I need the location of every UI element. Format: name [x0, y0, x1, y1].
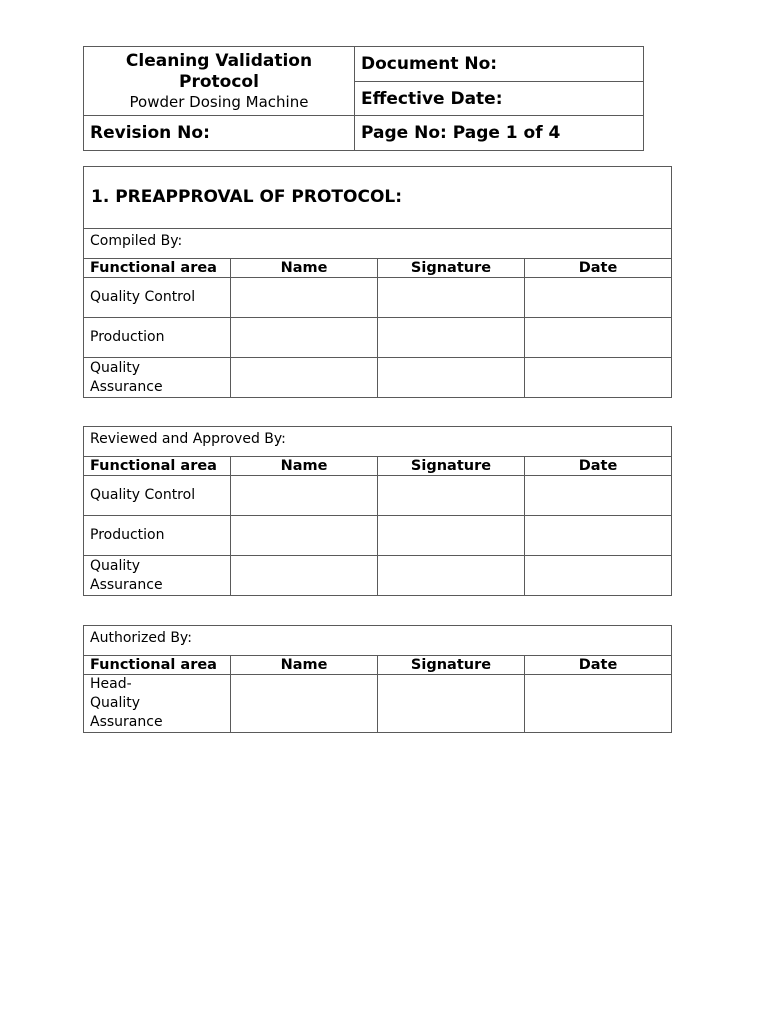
functional-area-cell: Quality Control	[84, 476, 231, 516]
table-row	[84, 278, 672, 318]
effective-date-label: Effective Date:	[355, 82, 644, 116]
name-cell[interactable]	[231, 278, 378, 318]
column-header-functional-area: Functional area	[84, 656, 231, 675]
name-cell[interactable]	[231, 318, 378, 358]
authorized-by-label: Authorized By:	[84, 626, 672, 656]
name-cell[interactable]	[231, 675, 378, 733]
table-row	[84, 358, 672, 398]
date-cell[interactable]	[525, 358, 672, 398]
revision-no-label: Revision No:	[84, 116, 355, 151]
column-header-name: Name	[231, 457, 378, 476]
date-cell[interactable]	[525, 318, 672, 358]
column-header-functional-area: Functional area	[84, 457, 231, 476]
title-cell	[84, 47, 355, 116]
signature-cell[interactable]	[378, 318, 525, 358]
column-header-signature: Signature	[378, 457, 525, 476]
column-header-signature: Signature	[378, 259, 525, 278]
reviewed-by-label: Reviewed and Approved By:	[84, 427, 672, 457]
date-cell[interactable]	[525, 278, 672, 318]
column-header-signature: Signature	[378, 656, 525, 675]
signature-cell[interactable]	[378, 516, 525, 556]
date-cell[interactable]	[525, 516, 672, 556]
page-no-label: Page No: Page 1 of 4	[355, 116, 644, 151]
document-no-label: Document No:	[355, 47, 644, 82]
date-cell[interactable]	[525, 556, 672, 596]
column-header-date: Date	[525, 656, 672, 675]
date-cell[interactable]	[525, 476, 672, 516]
date-cell[interactable]	[525, 675, 672, 733]
name-cell[interactable]	[231, 358, 378, 398]
table-row	[84, 675, 672, 733]
functional-area-cell: Production	[84, 318, 231, 358]
authorized-by-table	[83, 625, 672, 733]
functional-area-cell: Head- Quality Assurance	[84, 675, 231, 733]
name-cell[interactable]	[231, 556, 378, 596]
document-subtitle: Powder Dosing Machine	[129, 93, 309, 111]
column-header-functional-area: Functional area	[84, 259, 231, 278]
functional-area-cell: Quality Assurance	[84, 556, 231, 596]
column-header-date: Date	[525, 457, 672, 476]
functional-area-cell: Quality Control	[84, 278, 231, 318]
reviewed-approved-table	[83, 426, 672, 596]
table-row	[84, 556, 672, 596]
signature-cell[interactable]	[378, 556, 525, 596]
signature-cell[interactable]	[378, 278, 525, 318]
name-cell[interactable]	[231, 476, 378, 516]
signature-cell[interactable]	[378, 358, 525, 398]
compiled-by-table	[83, 166, 672, 398]
table-row	[84, 476, 672, 516]
signature-cell[interactable]	[378, 476, 525, 516]
functional-area-cell: Quality Assurance	[84, 358, 231, 398]
table-row	[84, 318, 672, 358]
column-header-name: Name	[231, 656, 378, 675]
signature-cell[interactable]	[378, 675, 525, 733]
functional-area-cell: Production	[84, 516, 231, 556]
name-cell[interactable]	[231, 516, 378, 556]
compiled-by-label: Compiled By:	[84, 229, 672, 259]
section-heading: 1. PREAPPROVAL OF PROTOCOL:	[84, 167, 672, 229]
column-header-date: Date	[525, 259, 672, 278]
document-title: Cleaning Validation Protocol	[125, 51, 313, 92]
column-header-name: Name	[231, 259, 378, 278]
document-header	[83, 46, 644, 151]
table-row	[84, 516, 672, 556]
